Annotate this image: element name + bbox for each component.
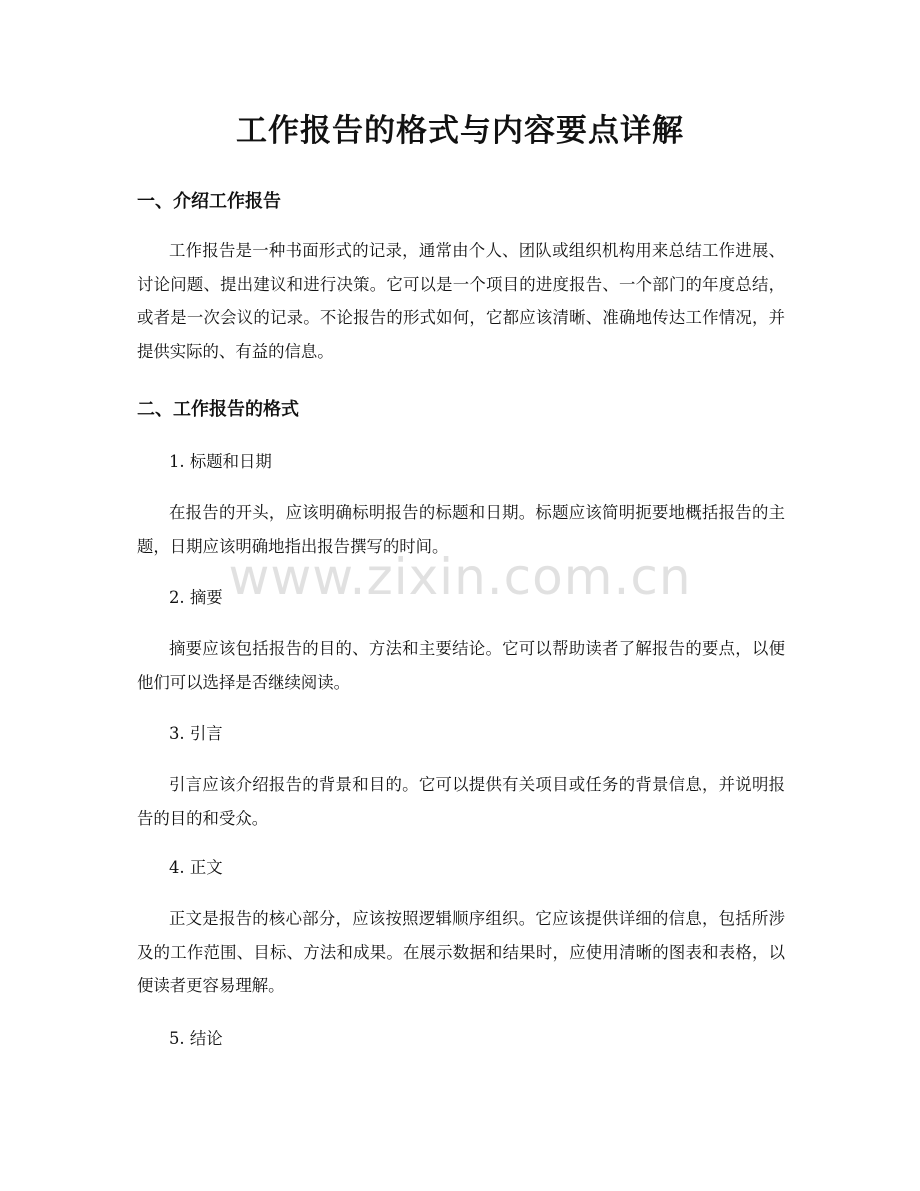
intro-paragraph: 工作报告是一种书面形式的记录，通常由个人、团队或组织机构用来总结工作进展、讨论问题、提出建议和进行决策。它可以是一个项目的进度报告、一个部门的年度总结，或者是一次会议的记录。不论报告的形式如何，它都应该清晰、准确地传达工作情况，并提供实际的、有益的信息。 — [137, 241, 785, 361]
item-text-body: 正文是报告的核心部分，应该按照逻辑顺序组织。它应该提供详细的信息，包括所涉及的工作范围、目标、方法和成果。在展示数据和结果时，应使用清晰的图表和表格，以便读者更容易理解。 — [137, 909, 785, 995]
item-label-conclusion: 5. 结论 — [169, 1029, 223, 1048]
item-label-introduction: 3. 引言 — [169, 724, 223, 743]
item-label-body: 4. 正文 — [169, 858, 223, 877]
document-title: 工作报告的格式与内容要点详解 — [236, 113, 684, 149]
item-label-abstract: 2. 摘要 — [169, 588, 223, 607]
item-label-title-date: 1. 标题和日期 — [169, 452, 272, 471]
section-heading-intro: 一、介绍工作报告 — [137, 191, 281, 212]
watermark: www.zixin.com.cn — [228, 548, 692, 606]
item-text-title-date: 在报告的开头，应该明确标明报告的标题和日期。标题应该简明扼要地概括报告的主题，日期应该明确地指出报告撰写的时间。 — [137, 503, 785, 556]
item-text-introduction: 引言应该介绍报告的背景和目的。它可以提供有关项目或任务的背景信息，并说明报告的目的和受众。 — [137, 775, 785, 828]
item-text-abstract: 摘要应该包括报告的目的、方法和主要结论。它可以帮助读者了解报告的要点，以便他们可以选择是否继续阅读。 — [137, 639, 785, 692]
section-heading-format: 二、工作报告的格式 — [137, 399, 299, 420]
